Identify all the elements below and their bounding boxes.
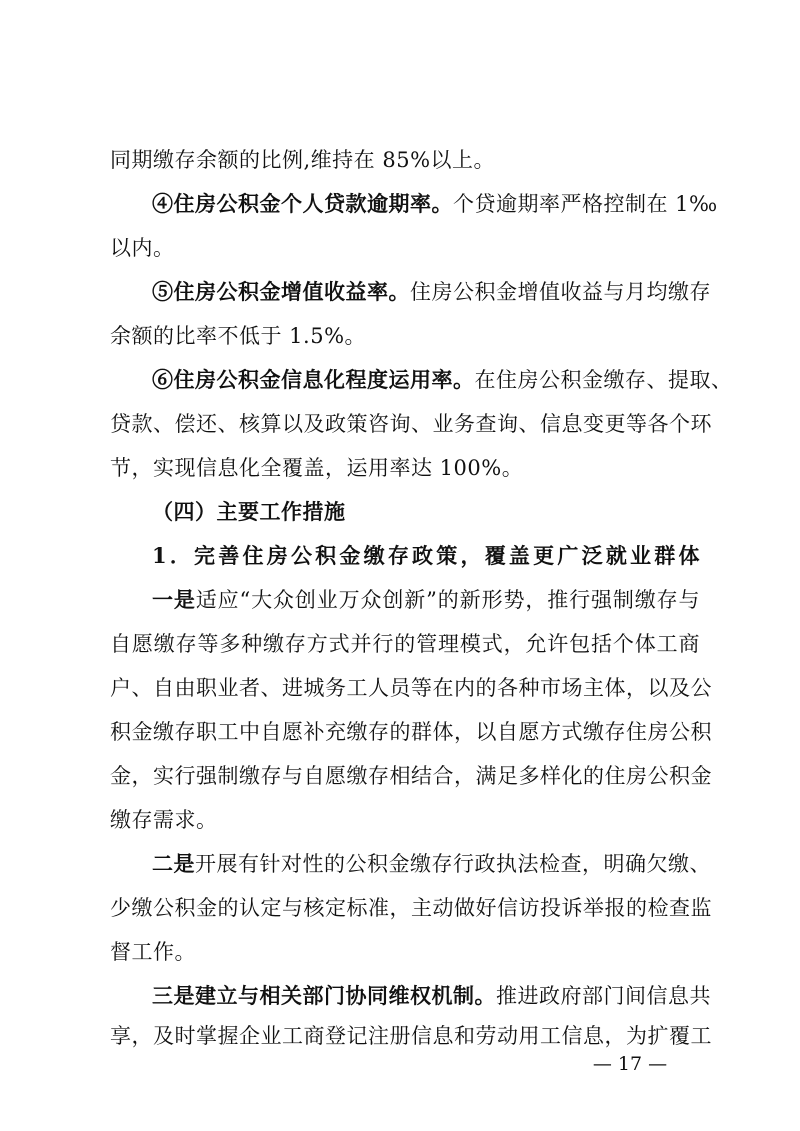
paragraph-line (110, 146, 700, 174)
paragraph-line (110, 806, 700, 834)
subsection-heading-text: 1．完善住房公积金缴存政策，覆盖更广泛就业群体 (152, 543, 700, 568)
line-text: 开展有针对性的公积金缴存行政执法检查，明确欠缴、 (195, 852, 711, 876)
line-text: 同期缴存余额的比例,维持在 85%以上。 (110, 148, 496, 172)
subsection-heading (152, 542, 700, 570)
line-heading: 一是 (152, 587, 196, 612)
paragraph-line (110, 454, 700, 482)
paragraph-line (110, 938, 700, 966)
paragraph-line (152, 982, 711, 1010)
line-text: 住房公积金增值收益与月均缴存 (410, 280, 711, 304)
paragraph-line (110, 410, 712, 438)
page-number: — 17 — (592, 1053, 668, 1075)
line-text: 节，实现信息化全覆盖，运用率达 100%。 (110, 456, 524, 480)
paragraph-line (152, 278, 711, 306)
line-text: 个贷逾期率严格控制在 1‰ (453, 192, 718, 216)
line-text: 缴存需求。 (110, 808, 218, 832)
paragraph-line (110, 234, 700, 262)
paragraph-line (110, 630, 700, 658)
paragraph-line (110, 762, 712, 790)
line-text: 自愿缴存等多种缴存方式并行的管理模式，允许包括个体工商 (110, 632, 700, 656)
line-heading: 二是 (152, 851, 195, 876)
line-heading: ⑤住房公积金增值收益率。 (152, 279, 410, 304)
line-text: 户、自由职业者、进城务工人员等在内的各种市场主体，以及公 (110, 676, 712, 700)
line-text: 享，及时掌握企业工商登记注册信息和劳动用工信息，为扩覆工 (110, 1024, 712, 1048)
paragraph-line (152, 190, 718, 218)
line-text: 少缴公积金的认定与核定标准，主动做好信访投诉举报的检查监 (110, 896, 712, 920)
paragraph-line (152, 586, 700, 614)
paragraph-line (110, 1022, 712, 1050)
paragraph-line (110, 718, 712, 746)
paragraph-line (110, 322, 700, 350)
line-text: 金，实行强制缴存与自愿缴存相结合，满足多样化的住房公积金 (110, 764, 712, 788)
line-text: 在住房公积金缴存、提取、 (474, 368, 733, 392)
line-text: 适应“大众创业万众创新”的新形势，推行强制缴存与 (195, 588, 700, 612)
line-heading: ⑥住房公积金信息化程度运用率。 (152, 367, 475, 392)
line-text: 推进政府部门间信息共 (496, 984, 711, 1008)
line-heading: 三是建立与相关部门协同维权机制。 (152, 983, 496, 1008)
paragraph-line (110, 674, 712, 702)
paragraph-line (152, 850, 711, 878)
section-heading (152, 498, 700, 526)
line-text: 贷款、偿还、核算以及政策咨询、业务查询、信息变更等各个环 (110, 412, 712, 436)
section-heading-text: （四）主要工作措施 (152, 499, 346, 524)
line-text: 积金缴存职工中自愿补充缴存的群体，以自愿方式缴存住房公积 (110, 720, 712, 744)
line-heading: ④住房公积金个人贷款逾期率。 (152, 191, 453, 216)
line-text: 以内。 (110, 236, 175, 260)
paragraph-line (152, 366, 733, 394)
paragraph-line (110, 894, 712, 922)
line-text: 余额的比率不低于 1.5%。 (110, 324, 367, 348)
line-text: 督工作。 (110, 940, 196, 964)
